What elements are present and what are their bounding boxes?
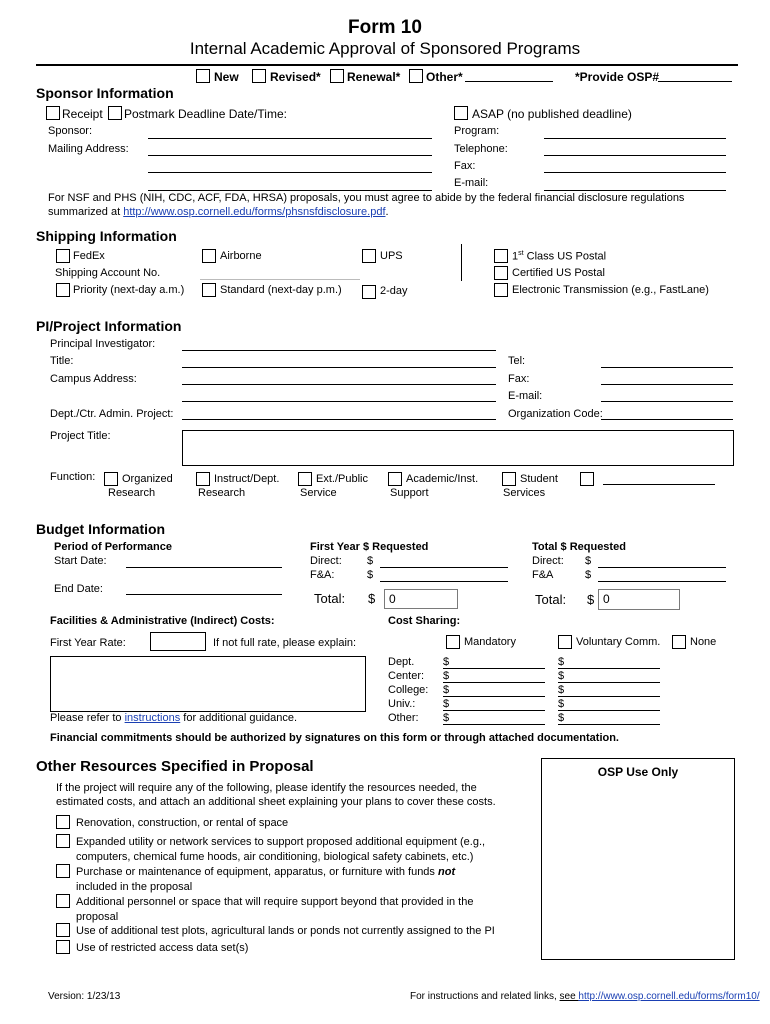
osp-use-only-box [541, 758, 735, 960]
restricted-data-checkbox[interactable] [56, 940, 70, 954]
first-year-rate-label: First Year Rate: [50, 637, 126, 649]
pi-fax-label: Fax: [508, 373, 530, 385]
equipment-text-em: not [438, 866, 456, 878]
fedex-label: FedEx [73, 250, 105, 262]
email-input[interactable] [544, 190, 726, 191]
cs-other-mandatory-dollar: $ [443, 712, 450, 724]
total-fa-dollar: $ [585, 569, 592, 581]
renovation-checkbox[interactable] [56, 815, 70, 829]
other-label: Other* [426, 70, 463, 84]
cs-other-voluntary-input[interactable] [558, 724, 660, 725]
admin-project-input[interactable] [182, 419, 496, 420]
summarized-prefix: summarized at [48, 206, 124, 218]
function-student-line1: Student [520, 473, 558, 485]
cs-center-mandatory-input[interactable] [443, 682, 545, 683]
function-organized-checkbox[interactable] [104, 472, 118, 486]
new-checkbox[interactable] [196, 69, 210, 83]
other-checkbox[interactable] [409, 69, 423, 83]
resources-heading: Other Resources Specified in Proposal [36, 758, 314, 775]
cs-univ-voluntary-input[interactable] [558, 710, 660, 711]
mandatory-checkbox[interactable] [446, 635, 460, 649]
mailing-address-input-2[interactable] [148, 172, 432, 173]
function-instruct-line1: Instruct/Dept. [214, 473, 280, 485]
title-input[interactable] [182, 367, 496, 368]
email-label: E-mail: [454, 177, 489, 189]
pi-tel-label: Tel: [508, 355, 526, 367]
pi-email-label: E-mail: [508, 390, 543, 402]
end-date-label: End Date: [54, 583, 103, 595]
campus-address-input-2[interactable] [182, 401, 496, 402]
form-number: Form 10 [348, 17, 422, 38]
cs-center-voluntary-dollar: $ [558, 670, 565, 682]
org-code-label: Organization Code: [508, 408, 603, 420]
shipping-heading: Shipping Information [36, 228, 177, 244]
fax-label: Fax: [454, 160, 476, 172]
other-input[interactable] [465, 81, 553, 82]
telephone-label: Telephone: [454, 143, 508, 155]
cs-center-mandatory-dollar: $ [443, 670, 450, 682]
cost-sharing-label: Cost Sharing: [388, 615, 461, 627]
renewal-checkbox[interactable] [330, 69, 344, 83]
end-date-input[interactable] [126, 594, 282, 595]
pi-fax-input[interactable] [601, 384, 733, 385]
personnel-label: Additional personnel or space that will require support beyond that provided in the proposal [76, 896, 474, 923]
commitments-note: Financial commitments should be authorized by signatures on this form or through attached documentation. [50, 732, 619, 744]
cs-dept-mandatory-input[interactable] [443, 668, 545, 669]
cs-center-label: Center: [388, 670, 425, 682]
total-fa-label: F&A [532, 569, 554, 581]
mandatory-label: Mandatory [464, 636, 516, 648]
fedex-checkbox[interactable] [56, 249, 70, 263]
equipment-label [76, 865, 496, 895]
pi-tel-input[interactable] [601, 367, 733, 368]
program-label: Program: [454, 125, 500, 137]
grand-total-label: Total: [535, 592, 567, 607]
version-label: Version: 1/23/13 [48, 991, 121, 1002]
shipping-account-input[interactable] [200, 279, 360, 280]
total-requested-heading: Total $ Requested [532, 541, 626, 553]
cs-univ-mandatory-dollar: $ [443, 698, 450, 710]
shipping-account-label: Shipping Account No. [55, 267, 161, 279]
refer-prefix: Please refer to [50, 712, 125, 724]
none-checkbox[interactable] [672, 635, 686, 649]
form-title: Internal Academic Approval of Sponsored Programs [189, 39, 581, 58]
ups-checkbox[interactable] [362, 249, 376, 263]
sponsor-label: Sponsor: [48, 125, 93, 137]
function-public-line2: Service [300, 487, 337, 499]
summarized-suffix: . [385, 206, 389, 218]
first-class-sup: st [518, 250, 524, 257]
period-label: Period of Performance [54, 541, 172, 553]
mailing-address-input-3[interactable] [148, 190, 432, 191]
ups-label: UPS [380, 250, 403, 262]
mailing-address-label: Mailing Address: [48, 143, 129, 155]
function-label: Function: [50, 471, 96, 483]
refer-instructions [50, 712, 297, 724]
revised-label: Revised* [270, 70, 321, 84]
budget-heading: Budget Information [36, 521, 166, 537]
total-direct-dollar: $ [585, 555, 592, 567]
first-year-direct-dollar: $ [367, 555, 374, 567]
asap-label: ASAP (no published deadline) [472, 107, 632, 121]
footer-url-link[interactable]: http://www.osp.cornell.edu/forms/form10/ [578, 991, 760, 1002]
voluntary-checkbox[interactable] [558, 635, 572, 649]
first-year-total-label: Total: [314, 591, 346, 606]
certified-label: Certified US Postal [512, 267, 605, 279]
sponsor-heading: Sponsor Information [36, 85, 174, 101]
first-year-fa-label: F&A: [310, 569, 335, 581]
not-full-rate-label: If not full rate, please explain: [213, 637, 357, 649]
postmark-label: Postmark Deadline Date/Time: [124, 107, 287, 121]
provide-osp-label: *Provide OSP# [575, 70, 660, 84]
disclosure-link[interactable]: http://www.osp.cornell.edu/forms/phsnsfdisclosure.pdf [123, 206, 386, 218]
cs-college-mandatory-input[interactable] [443, 696, 545, 697]
pi-email-input[interactable] [601, 401, 733, 402]
airborne-label: Airborne [220, 250, 262, 262]
electronic-label: Electronic Transmission (e.g., FastLane) [512, 284, 709, 296]
certified-checkbox[interactable] [494, 266, 508, 280]
start-date-input[interactable] [126, 567, 282, 568]
revised-checkbox[interactable] [252, 69, 266, 83]
receipt-checkbox[interactable] [46, 106, 60, 120]
first-year-direct-label: Direct: [310, 555, 342, 567]
function-student-checkbox[interactable] [502, 472, 516, 486]
electronic-checkbox[interactable] [494, 283, 508, 297]
priority-checkbox[interactable] [56, 283, 70, 297]
function-public-line1: Ext./Public [316, 473, 368, 485]
campus-address-label: Campus Address: [50, 373, 137, 385]
standard-label: Standard (next-day p.m.) [220, 284, 342, 296]
header-rule [36, 64, 738, 66]
cs-other-mandatory-input[interactable] [443, 724, 545, 725]
start-date-label: Start Date: [54, 555, 107, 567]
nsf-note: For NSF and PHS (NIH, CDC, ACF, FDA, HRSA) proposals, you must agree to abide by the federal financial disclosure regulations [48, 192, 685, 204]
function-other-checkbox[interactable] [580, 472, 594, 486]
asap-checkbox[interactable] [454, 106, 468, 120]
first-class-checkbox[interactable] [494, 249, 508, 263]
mailing-address-input-1[interactable] [148, 155, 432, 156]
two-day-label: 2-day [380, 285, 408, 297]
utility-checkbox[interactable] [56, 834, 70, 848]
equipment-text-pre: Purchase or maintenance of equipment, apparatus, or furniture with funds [76, 866, 438, 878]
total-fa-input[interactable] [598, 581, 726, 582]
total-direct-label: Direct: [532, 555, 564, 567]
cs-univ-voluntary-dollar: $ [558, 698, 565, 710]
disclosure-line [48, 206, 389, 218]
footer-see: see [559, 991, 579, 1002]
cs-univ-label: Univ.: [388, 698, 416, 710]
grand-total-input[interactable]: 0 [598, 589, 680, 610]
investigator-label: Principal Investigator: [50, 338, 156, 350]
cs-college-label: College: [388, 684, 429, 696]
function-organized-line2: Research [108, 487, 156, 499]
personnel-checkbox[interactable] [56, 894, 70, 908]
receipt-label: Receipt [62, 107, 103, 121]
admin-project-label: Dept./Ctr. Admin. Project: [50, 408, 174, 420]
project-title-input[interactable] [182, 430, 734, 466]
total-direct-input[interactable] [598, 567, 726, 568]
postmark-checkbox[interactable] [108, 106, 122, 120]
cs-dept-voluntary-input[interactable] [558, 668, 660, 669]
osp-number-input[interactable] [658, 81, 732, 82]
none-label: None [690, 636, 717, 648]
priority-label: Priority (next-day a.m.) [73, 284, 185, 296]
cs-college-voluntary-dollar: $ [558, 684, 565, 696]
first-year-total-input[interactable]: 0 [384, 589, 458, 609]
campus-address-input-1[interactable] [182, 384, 496, 385]
function-academic-line2: Support [390, 487, 429, 499]
pi-heading: PI/Project Information [36, 318, 182, 334]
cs-univ-mandatory-input[interactable] [443, 710, 545, 711]
resources-intro: If the project will require any of the following, please identify the resources needed, the estimated costs, and attach an additional sheet explaining your plans to cover these costs. [56, 782, 496, 808]
first-class-label [512, 250, 606, 263]
shipping-divider [461, 244, 462, 281]
function-organized-line1: Organized [122, 473, 173, 485]
telephone-input[interactable] [544, 155, 726, 156]
function-student-line2: Services [503, 487, 546, 499]
equipment-checkbox[interactable] [56, 864, 70, 878]
cs-dept-mandatory-dollar: $ [443, 656, 450, 668]
cs-other-label: Other: [388, 712, 419, 724]
airborne-checkbox[interactable] [202, 249, 216, 263]
function-instruct-checkbox[interactable] [196, 472, 210, 486]
org-code-input[interactable] [601, 419, 733, 420]
first-class-pre: 1 [512, 250, 519, 263]
cs-center-voluntary-input[interactable] [558, 682, 660, 683]
restricted-data-label: Use of restricted access data set(s) [76, 942, 249, 954]
first-year-fa-input[interactable] [380, 581, 508, 582]
first-class-post: Class US Postal [523, 250, 607, 263]
investigator-input[interactable] [182, 350, 496, 351]
osp-use-only-label: OSP Use Only [597, 765, 679, 779]
footer-prefix: For instructions and related links, [410, 991, 560, 1002]
sponsor-input[interactable] [148, 138, 432, 139]
two-day-checkbox[interactable] [362, 285, 376, 299]
test-plots-label: Use of additional test plots, agricultural lands or ponds not currently assigned to the PI [76, 925, 495, 937]
cs-college-mandatory-dollar: $ [443, 684, 450, 696]
grand-total-dollar: $ [587, 592, 595, 607]
project-title-label: Project Title: [50, 430, 111, 442]
cs-other-voluntary-dollar: $ [558, 712, 565, 724]
equipment-text-post: included in the proposal [76, 881, 193, 893]
function-instruct-line2: Research [198, 487, 246, 499]
footer-instructions [410, 991, 760, 1002]
function-other-input[interactable] [603, 484, 715, 485]
renewal-label: Renewal* [347, 70, 401, 84]
cs-dept-voluntary-dollar: $ [558, 656, 565, 668]
voluntary-label: Voluntary Comm. [576, 636, 661, 648]
utility-label: Expanded utility or network services to support proposed additional equipment (e.g., computers, chemical fume hoods, air conditioning, biological safety cabinets, etc.) [76, 836, 486, 863]
first-year-rate-input[interactable] [150, 632, 206, 651]
new-label: New [214, 70, 239, 84]
first-year-total-dollar: $ [368, 591, 376, 606]
renovation-label: Renovation, construction, or rental of space [76, 817, 289, 829]
first-year-direct-input[interactable] [380, 567, 508, 568]
title-label: Title: [50, 355, 74, 367]
function-public-checkbox[interactable] [298, 472, 312, 486]
fax-input[interactable] [544, 172, 726, 173]
function-academic-line1: Academic/Inst. [406, 473, 479, 485]
first-year-heading: First Year $ Requested [310, 541, 429, 553]
standard-checkbox[interactable] [202, 283, 216, 297]
instructions-link[interactable]: instructions [124, 712, 181, 724]
refer-suffix: for additional guidance. [180, 712, 298, 724]
cs-college-voluntary-input[interactable] [558, 696, 660, 697]
first-year-fa-dollar: $ [367, 569, 374, 581]
cs-dept-label: Dept. [388, 656, 415, 668]
test-plots-checkbox[interactable] [56, 923, 70, 937]
fa-costs-label: Facilities & Administrative (Indirect) Costs: [50, 615, 275, 627]
program-input[interactable] [544, 138, 726, 139]
rate-explanation-input[interactable] [50, 656, 366, 712]
function-academic-checkbox[interactable] [388, 472, 402, 486]
